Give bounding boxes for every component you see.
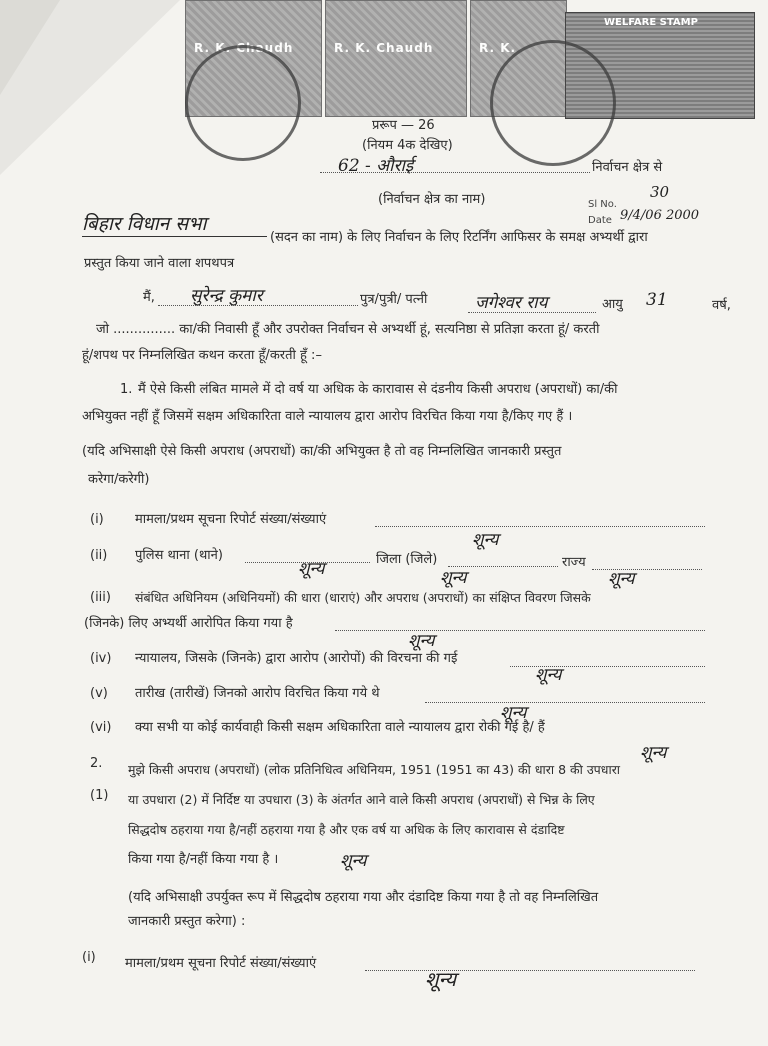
court-fee-stamp: R. K. — [470, 0, 567, 117]
item-label: मामला/प्रथम सूचना रिपोर्ट संख्या/संख्याएं — [125, 956, 317, 971]
item-answer-line — [375, 526, 705, 527]
house-name-underline — [82, 236, 267, 237]
item-label: तारीख (तारीखें) जिनको आरोप विरचित किया गये थे — [135, 686, 380, 701]
receipt-no-value: 30 — [650, 183, 670, 201]
district-label: जिला (जिले) — [376, 552, 438, 567]
item-answer-line — [335, 630, 705, 631]
item-answer-value: शून्य — [535, 665, 562, 685]
item-number: (vi) — [90, 720, 112, 735]
notary-seal — [185, 45, 301, 161]
state-value: शून्य — [608, 569, 635, 589]
item-label: क्या सभी या कोई कार्यवाही किसी सक्षम अधिकारिता वाले न्यायालय द्वारा रोकी गई है/ हैं — [135, 720, 545, 735]
court-fee-stamp: R. K. Chaudh — [185, 0, 322, 117]
receipt-no-label: Sl No. — [588, 199, 617, 210]
item-answer-value: शून्य — [500, 703, 527, 723]
i-label: मैं, — [143, 290, 155, 305]
constituency-value: 62 - औराई — [338, 156, 414, 176]
item-number: (ii) — [90, 548, 108, 563]
section-1-number: 1. — [120, 382, 133, 397]
district-value: शून्य — [440, 568, 467, 588]
item-answer-value: शून्य — [640, 743, 667, 763]
declarant-name-value: सुरेन्द्र कुमार — [190, 286, 263, 306]
section-2-line-3: सिद्धदोष ठहराया गया है/नहीं ठहराया गया है और एक वर्ष या अधिक के लिए कारावास से दंडादिष्ट — [128, 822, 565, 837]
section-2-line-4: किया गया है/नहीं किया गया है । — [128, 852, 279, 867]
section-2-line-6: जानकारी प्रस्तुत करेगा) : — [128, 914, 246, 929]
item-number: (i) — [90, 512, 104, 527]
father-name-value: जगेश्वर राय — [475, 293, 548, 313]
house-name-value: बिहार विधान सभा — [82, 213, 207, 235]
item-label-cont: (जिनके) लिए अभ्यर्थी आरोपित किया गया है — [84, 616, 293, 631]
intro-line-2: प्रस्तुत किया जाने वाला शपथपत्र — [84, 256, 235, 271]
age-value: 31 — [646, 290, 668, 310]
item-number: (i) — [82, 950, 96, 965]
item-label: न्यायालय, जिसके (जिनके) द्वारा आरोप (आरोपों) की विरचना की गई — [135, 651, 458, 666]
section-1-line-4: करेगा/करेगी) — [88, 472, 150, 487]
date-value: 9/4/06 2000 — [620, 208, 700, 223]
court-fee-stamp: R. K. Chaudh — [325, 0, 467, 117]
section-2-line-5: (यदि अभिसाक्षी उपर्युक्त रूप में सिद्धदोष ठहराया गया और दंडादिष्ट किया गया है तो वह निम्नलिखित — [128, 890, 599, 905]
item-answer-value: शून्य — [472, 530, 499, 550]
item-answer-value: शून्य — [408, 631, 435, 651]
section-2-line-2: या उपधारा (2) में निर्दिष्ट या उपधारा (3) के अंतर्गत आने वाले किसी अपराध (अपराधों) से भिन्न के लिए — [128, 792, 595, 807]
item-number: (iv) — [90, 651, 112, 666]
state-label: राज्य — [562, 555, 586, 570]
section-1-line-2: अभियुक्त नहीं हूँ जिसमें सक्षम अधिकारिता वाले न्यायालय द्वारा आरोप विरचित किया गया है/किए गए हैं । — [82, 409, 573, 424]
declarant-name-line — [158, 305, 358, 306]
police-station-value: शून्य — [298, 559, 325, 579]
declarant-line-2: जो ............... का/की निवासी हूँ और उपरोक्त निर्वाचन से अभ्यर्थी हूं, सत्यनिष्ठा से प्रतिज्ञा करता हूं/ करती — [96, 322, 600, 337]
item-number: (v) — [90, 686, 108, 701]
section-1-line-3: (यदि अभिसाक्षी ऐसे किसी अपराध (अपराधों) का/की अभियुक्त है तो वह निम्नलिखित जानकारी प्रस्तुत — [82, 444, 562, 459]
declarant-line-3: हूं/शपथ पर निम्नलिखित कथन करता हूँ/करती हूँ :– — [82, 348, 322, 363]
item-answer-line — [365, 970, 695, 971]
constituency-suffix: निर्वाचन क्षेत्र से — [592, 160, 663, 175]
date-label: Date — [588, 215, 612, 226]
item-number: (iii) — [90, 590, 111, 605]
constituency-line — [320, 172, 590, 173]
notary-seal — [490, 40, 616, 166]
son-of-label: पुत्र/पुत्री/ पत्नी — [360, 292, 428, 307]
constituency-caption: (निर्वाचन क्षेत्र का नाम) — [378, 192, 486, 207]
years-label: वर्ष, — [712, 298, 731, 313]
folded-corner-shadow — [0, 0, 60, 95]
section-2-number: 2. — [90, 756, 103, 771]
section-2-line-4-value: शून्य — [340, 851, 367, 871]
father-name-line — [468, 312, 596, 313]
item-label: पुलिस थाना (थाने) — [135, 548, 223, 563]
section-2-sub-number: (1) — [90, 788, 109, 803]
welfare-stamp-title: WELFARE STAMP — [604, 17, 698, 28]
rule-reference: (नियम 4क देखिए) — [362, 138, 453, 153]
item-label: संबंधित अधिनियम (अधिनियमों) की धारा (धाराएं) और अपराध (अपराधों) का संक्षिप्त विवरण जिसके — [135, 590, 591, 605]
age-label: आयु — [602, 297, 623, 312]
item-label: मामला/प्रथम सूचना रिपोर्ट संख्या/संख्याएं — [135, 512, 327, 527]
intro-line-1: (सदन का नाम) के लिए निर्वाचन के लिए रिटर्निंग आफिसर के समक्ष अभ्यर्थी द्वारा — [270, 230, 648, 245]
section-2-line-1: मुझे किसी अपराध (अपराधों) (लोक प्रतिनिधित्व अधिनियम, 1951 (1951 का 43) की धारा 8 की उपधारा — [128, 762, 621, 777]
section-1-line-1: मैं ऐसे किसी लंबित मामले में दो वर्ष या अधिक के कारावास से दंडनीय किसी अपराध (अपराधों) का/की — [138, 382, 618, 397]
form-name: प्ररूप — 26 — [372, 118, 435, 133]
item-answer-line — [425, 702, 705, 703]
item-answer-value: शून्य — [425, 967, 457, 991]
